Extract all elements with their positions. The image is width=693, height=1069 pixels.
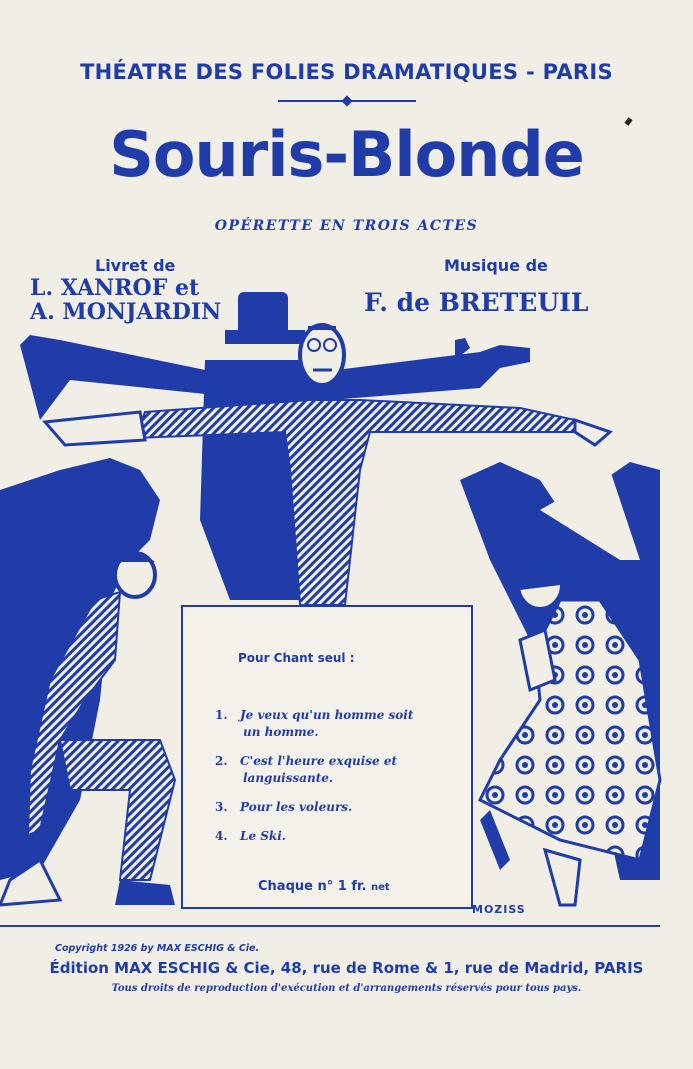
theatre-name: THÉATRE DES FOLIES DRAMATIQUES - PARIS xyxy=(80,60,613,84)
songs-heading: Pour Chant seul : xyxy=(238,651,355,665)
libretto-name-2: A. MONJARDIN xyxy=(30,299,222,325)
copyright: Copyright 1926 by MAX ESCHIG & Cie. xyxy=(55,943,260,954)
song-item xyxy=(215,799,465,816)
artist-signature: MOZISS xyxy=(472,903,526,916)
song-item xyxy=(215,707,465,741)
price-text: Chaque n° 1 fr. xyxy=(258,879,367,894)
song-title: Le Ski. xyxy=(240,829,286,843)
song-number: 4. xyxy=(215,829,228,843)
song-item xyxy=(215,753,465,787)
price xyxy=(258,879,390,894)
songs-box xyxy=(181,605,473,909)
song-title: Je veux qu'un homme soit xyxy=(240,708,414,722)
song-number: 2. xyxy=(215,754,228,768)
footer-rule xyxy=(0,925,660,927)
composer-name: F. de BRETEUIL xyxy=(364,288,589,317)
libretto-label: Livret de xyxy=(95,256,176,275)
page-title: Souris-Blonde xyxy=(109,118,584,191)
song-title: C'est l'heure exquise et xyxy=(240,754,397,768)
song-title-cont: languissante. xyxy=(243,771,334,785)
subtitle: OPÉRETTE EN TROIS ACTES xyxy=(214,218,479,234)
song-title-cont: un homme. xyxy=(243,725,319,739)
publisher-line: Édition MAX ESCHIG & Cie, 48, rue de Rome & 1, rue de Madrid, PARIS xyxy=(49,959,644,977)
price-suffix: net xyxy=(371,882,390,893)
song-number: 1. xyxy=(215,708,228,722)
song-number: 3. xyxy=(215,800,228,814)
music-label: Musique de xyxy=(444,256,548,275)
libretto-name-1: L. XANROF et xyxy=(30,275,200,301)
song-item xyxy=(215,828,465,845)
song-title: Pour les voleurs. xyxy=(240,800,353,814)
rights-notice: Tous droits de reproduction d'exécution et d'arrangements réservés pour tous pays. xyxy=(111,983,582,994)
